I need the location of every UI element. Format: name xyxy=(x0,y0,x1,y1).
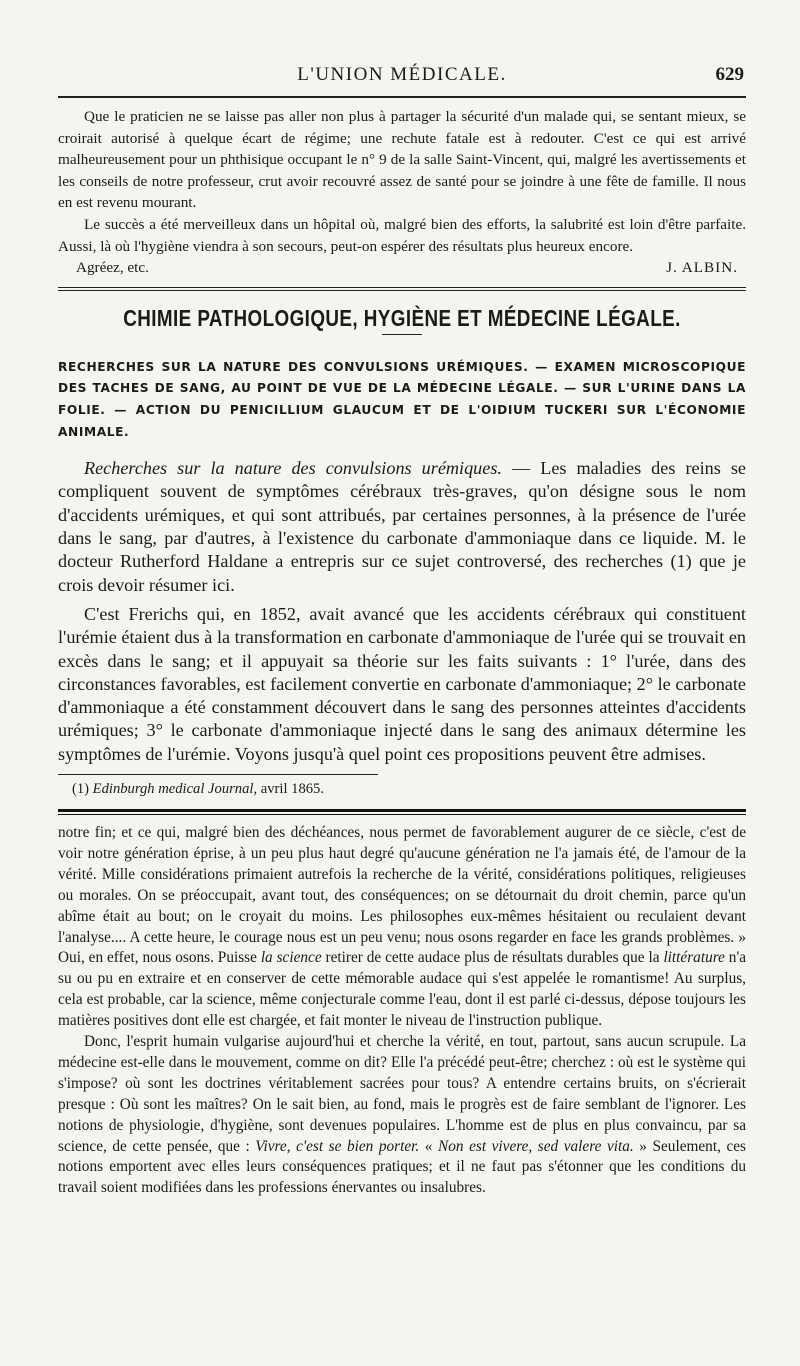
letter-signoff xyxy=(58,257,746,279)
salutation: Agréez, etc. xyxy=(76,259,149,277)
article-paragraph: C'est Frerichs qui, en 1852, avait avancé que les accidents cérébraux qui constituent l'urémie étaient dus à la transformation en carbonate d'ammoniaque de l'urée qui se trouvait en excès dans le sang; et il appuyait sa théorie sur les faits suivants : 1° l'urée, dans des circonstances favorables, est facilement convertie en carbonate d'ammoniaque; 2° le carbonate d'ammoniaque a été constamment découvert dans le sang des personnes atteintes d'accidents urémiques; 3° le carbonate d'ammoniaque injecté dans le sang des animaux détermine les symptômes de l'urémie. Voyons jusqu'à quel point ces propositions peuvent être admises. xyxy=(58,603,746,764)
feuilleton-divider xyxy=(58,809,746,815)
article-body xyxy=(58,457,746,766)
feuilleton-paragraph: Donc, l'esprit humain vulgarise aujourd'hui et cherche la vérité, en tout, partout, sans aucun scrupule. La médecine est-elle dans le mouvement, comme on dit? Elle l'a précédé peut-être; cherchez : où est le système qui s'impose? où sont les doctrines véritablement sacrées pour tous? A entendre certains bruits, on s'écrierait presque : Où sont les maîtres? On le sait bien, au fond, mais le progrès est de faire semblant de l'ignorer. Les notions de physiologie, d'hygiène, sont devenues populaires. L'homme est de plus en plus convaincu, par sa science, de cette pensée, que : Vivre, c'est se bien porter. « Non est vivere, sed valere vita. » Seulement, ces notions emportent avec elles leurs conséquences pratiques; et il ne faut pas s'étonner que les conditions du travail soient modifiées dans les professions énervantes ou insalubres. xyxy=(58,1033,746,1197)
article-paragraph: Recherches sur la nature des convulsions urémiques. — Les maladies des reins se compliquent souvent de symptômes cérébraux très-graves, qu'on désigne sous le nom d'accidents urémiques, et qui sont attribués, par certaines personnes, à la présence de l'urée dans le sang, par d'autres, à l'existence du carbonate d'ammoniaque dans ce liquide. M. le docteur Rutherford Haldane a entrepris sur ce sujet controversé, des recherches (1) que je crois devoir résumer ici. xyxy=(58,458,746,595)
signature: J. ALBIN. xyxy=(666,259,738,277)
footnote: (1) Edinburgh medical Journal, avril 1865. xyxy=(72,780,324,797)
letter-conclusion xyxy=(58,106,746,279)
heading-rule xyxy=(382,334,422,335)
letter-paragraph: Le succès a été merveilleux dans un hôpital où, malgré bien des efforts, la salubrité est loin d'être parfaite. Aussi, là où l'hygiène viendra à son secours, peut-on espérer des résultats plus heureux encore. xyxy=(58,215,746,255)
feuilleton-paragraph: notre fin; et ce qui, malgré bien des déchéances, nous permet de favorablement augurer de ce siècle, c'est de voir notre génération éprise, à un peu plus haut degré qu'aucune génération ne l'a jamais été, de l'amour de la vérité. Mille considérations primaient autrefois la recherche de la vérité, considérations politiques, religieuses ou morales. On se préoccupait, avant tout, des conséquences; on se détournait du droit chemin, parce qu'un abîme était au bout; on le croyait du moins. Les philosophes eux-mêmes hésitaient ou reculaient devant l'analyse.... A cette heure, le courage nous est un peu venu; nous osons regarder en face les grands problèmes. » Oui, en effet, nous osons. Puisse la science retirer de cette audace plus de résultats durables que la littérature n'a su ou pu en extraire et en conserver de cette mémorable audace qui s'est appelée le romantisme! Au surplus, cela est probable, car la science, même conjecturale comme l'eau, dont il est parlé ci-dessus, dépose toujours les matières positives dont elle est chargée, et fait monter le niveau de l'instruction publique. xyxy=(58,823,746,1030)
letter-paragraph: Que le praticien ne se laisse pas aller non plus à partager la sécurité d'un malade qui, se sentant mieux, se croirait autorisé à quelque écart de régime; une rechute fatale est à redouter. C'est ce qui est arrivé malheureusement pour un phthisique occupant le n° 9 de la salle Saint-Vincent, qui, malgré les avertissements et les conseils de notre professeur, crut avoir recouvré assez de santé pour se joindre à une fête de famille. Il nous en est revenu mourant. xyxy=(58,108,746,212)
journal-title: Edinburgh medical Journal xyxy=(92,780,254,797)
section-divider xyxy=(58,287,746,291)
page-number: 629 xyxy=(715,64,744,85)
footnote-rule xyxy=(58,774,378,775)
section-heading: CHIMIE PATHOLOGIQUE, HYGIÈNE ET MÉDECINE LÉGALE. xyxy=(123,304,681,331)
section-summary: RECHERCHES SUR LA NATURE DES CONVULSIONS URÉMIQUES. — EXAMEN MICROSCOPIQUE DES TACHES DE SANG, AU POINT DE VUE DE LA MÉDECINE LÉGALE. — SUR L'URINE DANS LA FOLIE. — ACTION DU PENICILLIUM GLAUCUM ET DE L'OIDIUM TUCKERI SUR L'ÉCONOMIE ANIMALE. xyxy=(58,359,746,439)
article-subtitle: Recherches sur la nature des convulsions urémiques. xyxy=(84,458,502,479)
running-title: L'UNION MÉDICALE. xyxy=(297,64,507,85)
page-header xyxy=(58,62,746,98)
feuilleton-body xyxy=(58,823,746,1199)
